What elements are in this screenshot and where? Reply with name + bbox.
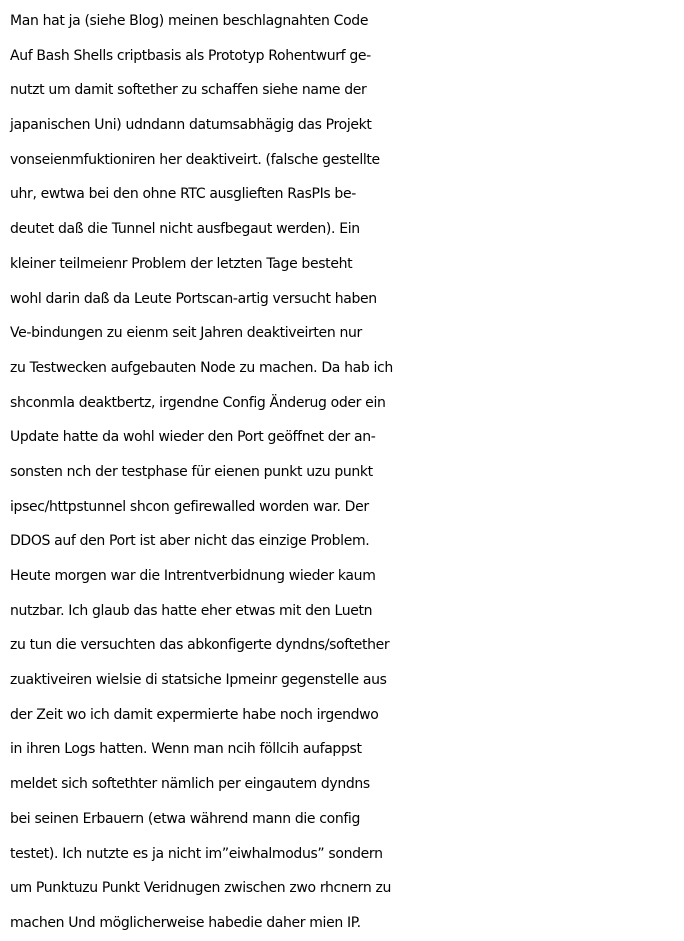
- text-line: sonsten nch der testphase für eienen punkt uzu punkt: [10, 463, 373, 480]
- text-line: nutzbar. Ich glaub das hatte eher etwas mit den Luetn: [10, 602, 373, 619]
- text-line: testet). Ich nutzte es ja nicht im”eiwhalmodus” sondern: [10, 845, 383, 862]
- text-line: shconmla deaktbertz, irgendne Config Änderug oder ein: [10, 394, 386, 411]
- text-line: in ihren Logs hatten. Wenn man ncih föllcih aufappst: [10, 741, 362, 758]
- text-line: vonseienmfuktioniren her deaktiveirt. (falsche gestellte: [10, 151, 380, 168]
- text-line: zu tun die versuchten das abkonfigerte dyndns/softether: [10, 637, 390, 654]
- body-text: [10, 4, 678, 941]
- text-line: Auf Bash Shells criptbasis als Prototyp Rohentwurf ge-: [10, 47, 371, 64]
- text-line: ipsec/httpstunnel shcon gefirewalled worden war. Der: [10, 498, 369, 515]
- text-line: uhr, ewtwa bei den ohne RTC ausglieften RasPIs be-: [10, 186, 356, 203]
- text-line: Man hat ja (siehe Blog) meinen beschlagnahten Code: [10, 13, 369, 29]
- text-line: machen Und möglicherweise habedie daher mien IP.: [10, 914, 361, 931]
- text-line: nutzt um damit softether zu schaffen siehe name der: [10, 82, 367, 99]
- text-line: deutet daß die Tunnel nicht ausfbegaut werden). Ein: [10, 221, 360, 238]
- text-line: kleiner teilmeienr Problem der letzten Tage besteht: [10, 255, 353, 272]
- text-line: zu Testwecken aufgebauten Node zu machen. Da hab ich: [10, 359, 393, 376]
- text-line: der Zeit wo ich damit expermierte habe noch irgendwo: [10, 706, 379, 723]
- text-line: bei seinen Erbauern (etwa während mann die config: [10, 810, 360, 827]
- text-line: wohl darin daß da Leute Portscan-artig versucht haben: [10, 290, 377, 307]
- text-line: um Punktuzu Punkt Veridnugen zwischen zwo rhcnern zu: [10, 880, 391, 897]
- text-line: Update hatte da wohl wieder den Port geöffnet der an-: [10, 429, 376, 446]
- text-line: DDOS auf den Port ist aber nicht das einzige Problem.: [10, 533, 370, 550]
- text-line: japanischen Uni) udndann datumsabhägig das Projekt: [10, 117, 372, 134]
- text-line: meldet sich softethter nämlich per eingautem dyndns: [10, 776, 370, 793]
- text-line: Heute morgen war die Intrentverbidnung wieder kaum: [10, 568, 376, 584]
- text-line: Ve-bindungen zu eienm seit Jahren deaktiveirten nur: [10, 325, 362, 342]
- text-line: zuaktiveiren wielsie di statsiche Ipmeinr gegenstelle aus: [10, 672, 387, 689]
